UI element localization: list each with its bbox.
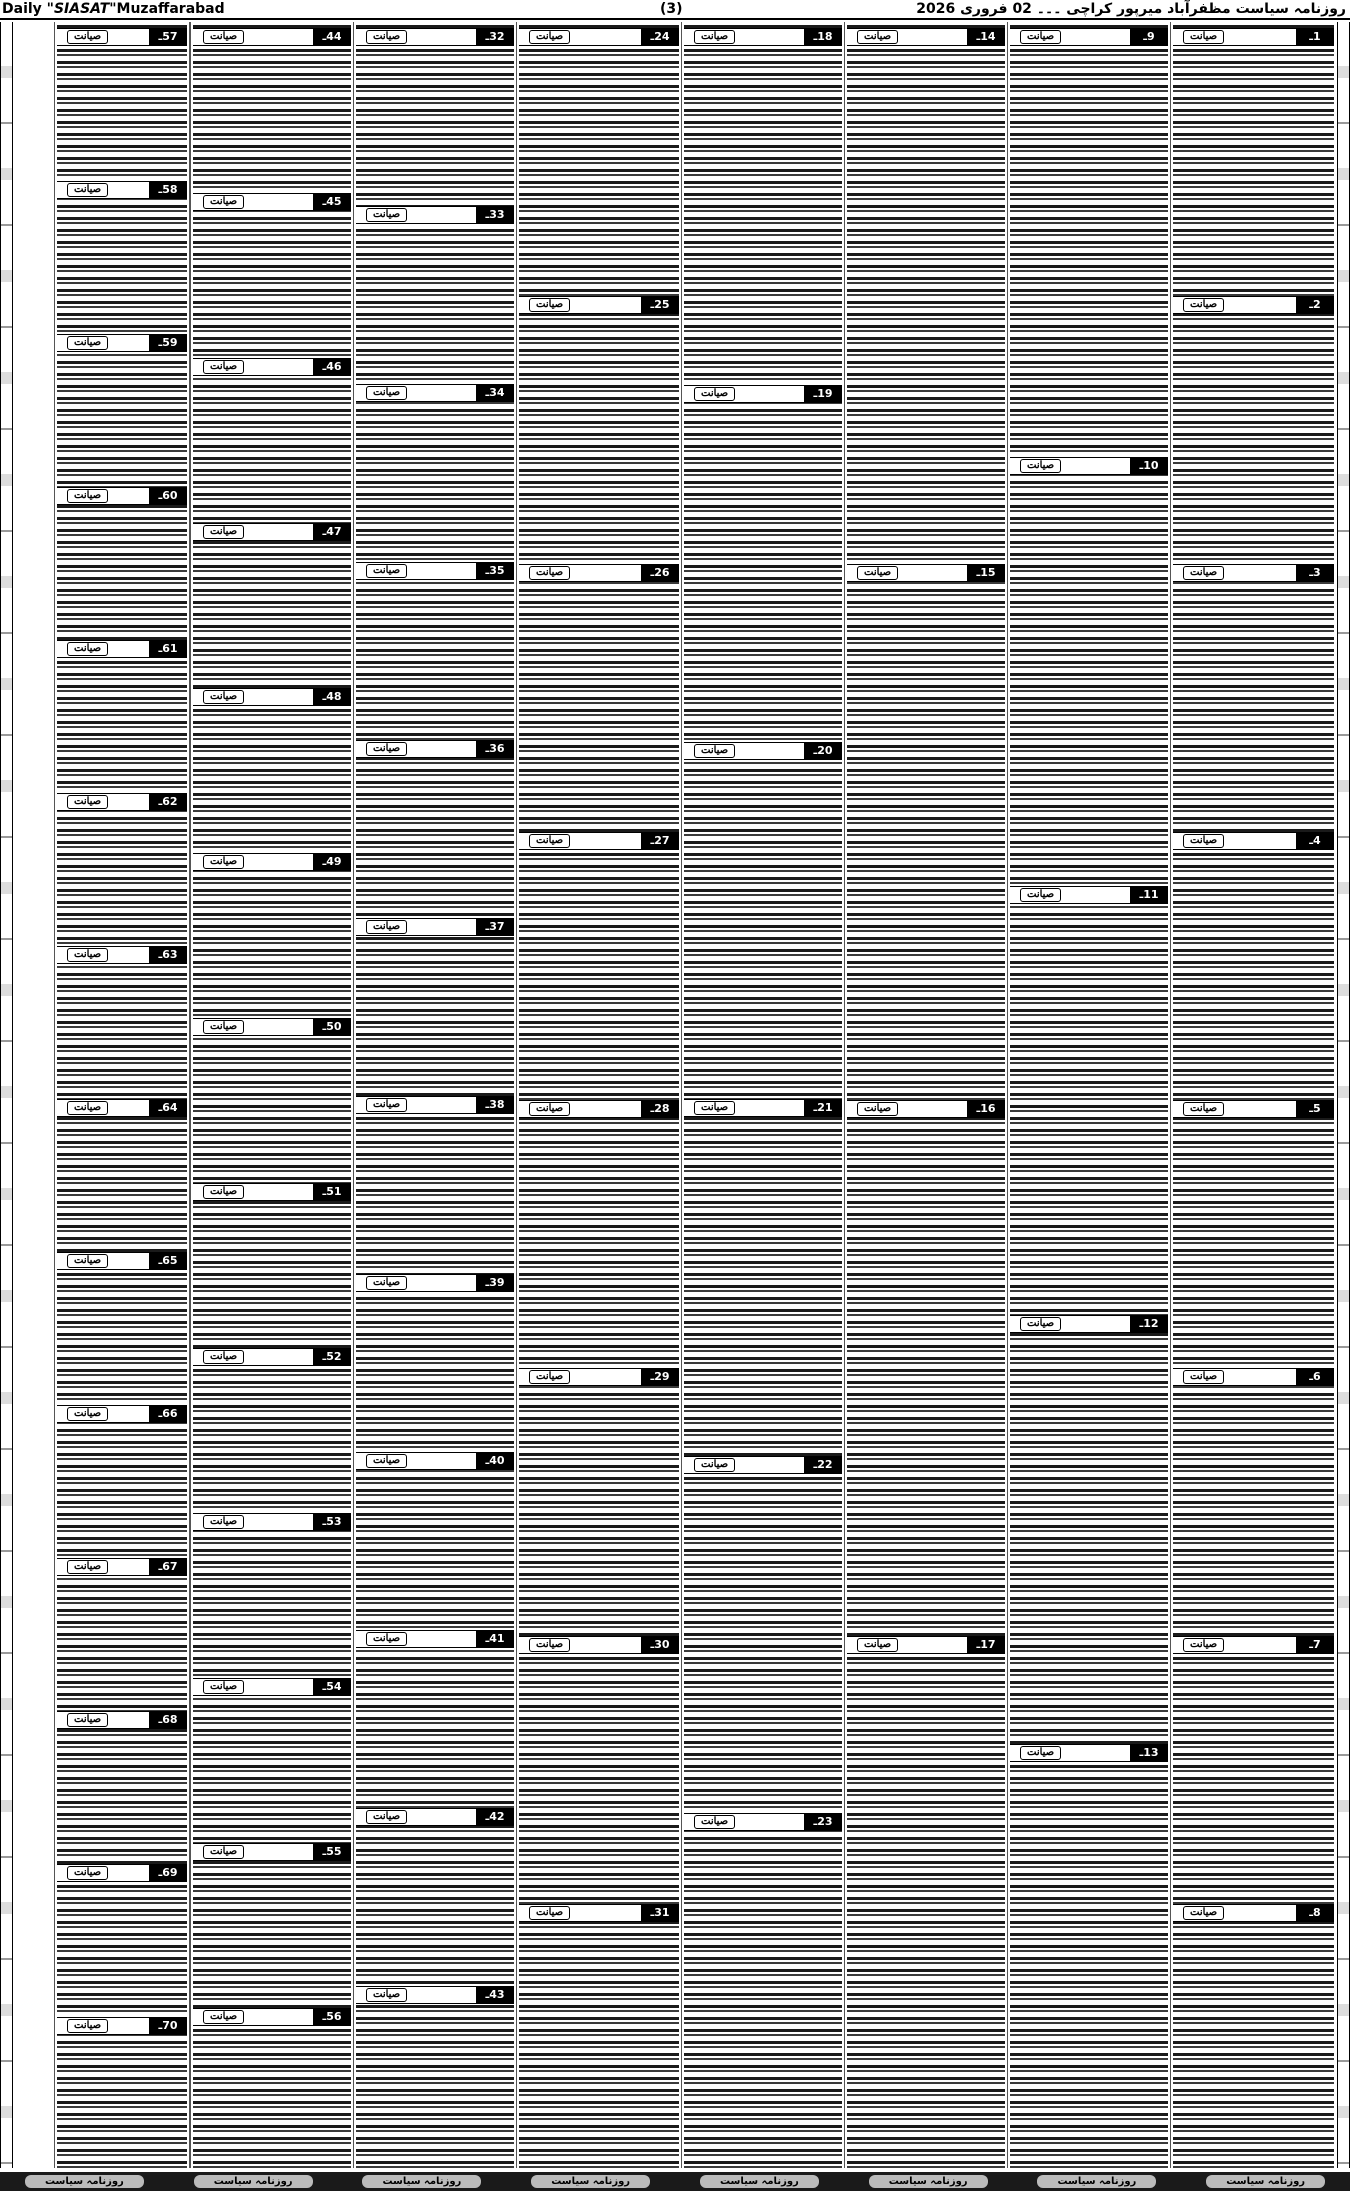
ad-text-block — [356, 1826, 514, 1986]
classified-ad-header — [1173, 832, 1334, 850]
ad-text-block — [519, 314, 679, 564]
ad-number: 2ـ — [1296, 297, 1334, 313]
classified-ad-header — [356, 1452, 514, 1470]
ad-text-block — [847, 582, 1005, 1100]
ad-number: 5ـ — [1296, 1101, 1334, 1117]
ad-label: صیانت — [694, 1815, 735, 1829]
ad-number: 32ـ — [476, 29, 514, 45]
ad-label: صیانت — [1020, 30, 1061, 44]
ad-label: صیانت — [1020, 459, 1061, 473]
ad-number: 4ـ — [1296, 833, 1334, 849]
column-8 — [54, 22, 190, 2168]
ad-label: صیانت — [1183, 834, 1224, 848]
ad-text-block — [193, 1366, 351, 1513]
column-5 — [516, 22, 681, 2168]
classified-ad-header — [1010, 28, 1168, 46]
classified-ad-header — [1173, 28, 1334, 46]
ad-text-block — [519, 1386, 679, 1636]
ad-label: صیانت — [694, 1101, 735, 1115]
ad-label: صیانت — [203, 1680, 244, 1694]
ad-text-block — [519, 582, 679, 832]
ad-text-block — [1173, 1386, 1334, 1636]
classified-ad-header — [847, 28, 1005, 46]
ad-label: صیانت — [203, 1185, 244, 1199]
ad-label: صیانت — [67, 1713, 108, 1727]
ad-number: 41ـ — [476, 1631, 514, 1647]
classified-ad-header — [193, 688, 351, 706]
classified-ad-header — [519, 832, 679, 850]
ad-text-block — [1010, 1333, 1168, 1744]
ad-text-block — [57, 1576, 187, 1711]
classified-ad-header — [57, 28, 187, 46]
ad-number: 57ـ — [149, 29, 187, 45]
classified-ad-header — [57, 1099, 187, 1117]
ad-text-block — [193, 871, 351, 1018]
classified-ad-header — [193, 1843, 351, 1861]
ad-text-block — [1010, 46, 1168, 457]
ad-label: صیانت — [67, 30, 108, 44]
classified-ad-header — [193, 523, 351, 541]
footer-stamp: روزنامہ سیاست — [194, 2175, 313, 2188]
classified-ad-header — [519, 28, 679, 46]
ad-label: صیانت — [67, 948, 108, 962]
ad-text-block — [1173, 850, 1334, 1100]
ad-number: 44ـ — [313, 29, 351, 45]
ad-label: صیانت — [1183, 1906, 1224, 1920]
classified-ad-header — [1010, 1315, 1168, 1333]
ad-number: 34ـ — [476, 385, 514, 401]
right-border-rail — [1337, 22, 1350, 2168]
ad-text-block — [1173, 1118, 1334, 1368]
classified-ad-header — [847, 564, 1005, 582]
ad-label: صیانت — [529, 834, 570, 848]
ad-number: 22ـ — [804, 1457, 842, 1473]
ad-number: 51ـ — [313, 1184, 351, 1200]
ad-number: 48ـ — [313, 689, 351, 705]
classified-ad-header — [356, 1630, 514, 1648]
ad-text-block — [847, 46, 1005, 564]
classified-ad-header — [57, 946, 187, 964]
ad-label: صیانت — [1183, 1102, 1224, 1116]
ad-label: صیانت — [67, 2019, 108, 2033]
ad-number: 6ـ — [1296, 1369, 1334, 1385]
ad-number: 16ـ — [967, 1101, 1005, 1117]
ad-text-block — [1173, 314, 1334, 564]
ad-number: 29ـ — [641, 1369, 679, 1385]
ad-number: 30ـ — [641, 1637, 679, 1653]
ad-number: 28ـ — [641, 1101, 679, 1117]
classified-ad-header — [356, 1274, 514, 1292]
classified-ad-header — [1010, 457, 1168, 475]
ad-number: 61ـ — [149, 641, 187, 657]
ad-label: صیانت — [694, 387, 735, 401]
classified-ad-header — [57, 2017, 187, 2035]
ad-text-block — [57, 1882, 187, 2017]
ad-label: صیانت — [366, 1988, 407, 2002]
brand: SIASAT — [53, 1, 110, 17]
ad-number: 59ـ — [149, 335, 187, 351]
ad-label: صیانت — [1183, 30, 1224, 44]
classified-ad-header — [684, 385, 842, 403]
ad-text-block — [193, 541, 351, 688]
ad-text-block — [1173, 1654, 1334, 1904]
ad-number: 24ـ — [641, 29, 679, 45]
ad-label: صیانت — [203, 2010, 244, 2024]
ad-text-block — [57, 1423, 187, 1558]
ad-text-block — [847, 1118, 1005, 1636]
classified-ad-header — [684, 742, 842, 760]
ad-number: 36ـ — [476, 741, 514, 757]
ad-number: 56ـ — [313, 2009, 351, 2025]
ad-label: صیانت — [67, 1101, 108, 1115]
ad-text-block — [193, 1861, 351, 2008]
classified-ad-header — [57, 1405, 187, 1423]
classified-ad-header — [57, 793, 187, 811]
urdu-title-date: روزنامہ سیاست مظفرآباد میرپور کراچی ۔۔۔ 02 فروری 2026 — [916, 1, 1346, 17]
ad-label: صیانت — [529, 1102, 570, 1116]
ad-text-block — [57, 964, 187, 1099]
newspaper-name: Daily "SIASAT"Muzaffarabad — [2, 1, 225, 17]
ad-label: صیانت — [366, 920, 407, 934]
classified-ad-header — [1173, 1904, 1334, 1922]
ad-number: 17ـ — [967, 1637, 1005, 1653]
ad-number: 60ـ — [149, 488, 187, 504]
ad-text-block — [193, 1036, 351, 1183]
classified-ad-header — [57, 1864, 187, 1882]
ad-label: صیانت — [203, 1845, 244, 1859]
ad-label: صیانت — [857, 566, 898, 580]
classified-ad-header — [1173, 1368, 1334, 1386]
classified-ad-header — [356, 918, 514, 936]
ad-label: صیانت — [67, 489, 108, 503]
ad-label: صیانت — [366, 386, 407, 400]
classified-ad-header — [193, 853, 351, 871]
ad-text-block — [356, 758, 514, 918]
classified-ad-header — [1010, 886, 1168, 904]
ad-text-block — [1010, 904, 1168, 1315]
ad-text-block — [1010, 475, 1168, 886]
column-4 — [681, 22, 844, 2168]
classified-ad-header — [356, 740, 514, 758]
column-3 — [844, 22, 1007, 2168]
column-2 — [1007, 22, 1170, 2168]
ad-label: صیانت — [1020, 1317, 1061, 1331]
classified-ad-header — [1173, 1100, 1334, 1118]
classified-ad-header — [193, 2008, 351, 2026]
ad-number: 12ـ — [1130, 1316, 1168, 1332]
footer-strip — [0, 2172, 1350, 2191]
ad-label: صیانت — [857, 1102, 898, 1116]
column-1 — [1170, 22, 1336, 2168]
ad-text-block — [684, 46, 842, 385]
ad-text-block — [519, 1654, 679, 1904]
ad-text-block — [356, 1648, 514, 1808]
footer-stamp: روزنامہ سیاست — [25, 2175, 144, 2188]
ad-number: 25ـ — [641, 297, 679, 313]
ad-number: 31ـ — [641, 1905, 679, 1921]
ad-number: 70ـ — [149, 2018, 187, 2034]
classified-ad-header — [193, 193, 351, 211]
classified-ad-header — [356, 562, 514, 580]
ad-text-block — [684, 1117, 842, 1456]
classified-ad-header — [193, 1183, 351, 1201]
ad-label: صیانت — [203, 690, 244, 704]
ad-number: 38ـ — [476, 1097, 514, 1113]
ad-label: صیانت — [1183, 566, 1224, 580]
ad-label: صیانت — [1020, 1746, 1061, 1760]
ad-number: 33ـ — [476, 207, 514, 223]
ad-text-block — [356, 402, 514, 562]
ad-number: 7ـ — [1296, 1637, 1334, 1653]
ad-text-block — [356, 224, 514, 384]
classified-ad-header — [1173, 296, 1334, 314]
footer-stamp: روزنامہ سیاست — [531, 2175, 650, 2188]
ad-label: صیانت — [366, 30, 407, 44]
ad-text-block — [57, 1270, 187, 1405]
ad-label: صیانت — [366, 564, 407, 578]
ad-label: صیانت — [203, 855, 244, 869]
ad-text-block — [57, 505, 187, 640]
ad-number: 55ـ — [313, 1844, 351, 1860]
ad-number: 68ـ — [149, 1712, 187, 1728]
ad-text-block — [57, 658, 187, 793]
classified-ad-header — [684, 1099, 842, 1117]
classified-ad-header — [57, 1558, 187, 1576]
classified-ad-header — [519, 296, 679, 314]
classified-columns — [14, 22, 1336, 2168]
ad-number: 19ـ — [804, 386, 842, 402]
ad-label: صیانت — [1183, 298, 1224, 312]
ad-number: 21ـ — [804, 1100, 842, 1116]
ad-number: 39ـ — [476, 1275, 514, 1291]
ad-number: 63ـ — [149, 947, 187, 963]
masthead — [0, 0, 1350, 20]
ad-text-block — [356, 1470, 514, 1630]
ad-label: صیانت — [203, 30, 244, 44]
ad-label: صیانت — [1183, 1370, 1224, 1384]
ad-number: 49ـ — [313, 854, 351, 870]
classified-ad-header — [684, 28, 842, 46]
ad-label: صیانت — [1183, 1638, 1224, 1652]
ad-text-block — [356, 580, 514, 740]
ad-number: 3ـ — [1296, 565, 1334, 581]
ad-text-block — [57, 46, 187, 181]
classified-ad-header — [356, 28, 514, 46]
ad-text-block — [57, 199, 187, 334]
ad-number: 18ـ — [804, 29, 842, 45]
ad-number: 23ـ — [804, 1814, 842, 1830]
classified-ad-header — [57, 640, 187, 658]
classified-ad-header — [193, 1678, 351, 1696]
classified-ad-header — [519, 1100, 679, 1118]
ad-text-block — [193, 706, 351, 853]
ad-label: صیانت — [366, 1632, 407, 1646]
ad-label: صیانت — [529, 1638, 570, 1652]
ad-text-block — [193, 1531, 351, 1678]
ad-label: صیانت — [366, 1098, 407, 1112]
classified-ad-header — [847, 1636, 1005, 1654]
ad-text-block — [57, 352, 187, 487]
ad-text-block — [1173, 582, 1334, 832]
ad-text-block — [193, 211, 351, 358]
ad-label: صیانت — [67, 1866, 108, 1880]
classified-ad-header — [847, 1100, 1005, 1118]
classified-ad-header — [684, 1456, 842, 1474]
ad-label: صیانت — [67, 1254, 108, 1268]
ad-label: صیانت — [366, 208, 407, 222]
ad-number: 13ـ — [1130, 1745, 1168, 1761]
ad-number: 52ـ — [313, 1349, 351, 1365]
ad-number: 40ـ — [476, 1453, 514, 1469]
ad-number: 8ـ — [1296, 1905, 1334, 1921]
ad-label: صیانت — [67, 642, 108, 656]
ad-number: 26ـ — [641, 565, 679, 581]
ad-label: صیانت — [857, 1638, 898, 1652]
column-6 — [353, 22, 516, 2168]
ad-number: 37ـ — [476, 919, 514, 935]
ad-number: 47ـ — [313, 524, 351, 540]
classified-ad-header — [1173, 1636, 1334, 1654]
ad-number: 65ـ — [149, 1253, 187, 1269]
ad-text-block — [519, 1118, 679, 1368]
ad-text-block — [684, 760, 842, 1099]
classified-ad-header — [193, 1513, 351, 1531]
ad-text-block — [193, 1201, 351, 1348]
classified-ad-header — [57, 181, 187, 199]
ad-number: 15ـ — [967, 565, 1005, 581]
ad-label: صیانت — [529, 1370, 570, 1384]
ad-number: 66ـ — [149, 1406, 187, 1422]
classified-ad-header — [1173, 564, 1334, 582]
ad-label: صیانت — [67, 336, 108, 350]
classified-ad-header — [356, 384, 514, 402]
classified-ad-header — [1010, 1744, 1168, 1762]
ad-number: 43ـ — [476, 1987, 514, 2003]
ad-text-block — [356, 46, 514, 206]
ad-number: 20ـ — [804, 743, 842, 759]
ad-label: صیانت — [529, 566, 570, 580]
ad-label: صیانت — [67, 1560, 108, 1574]
ad-text-block — [193, 1696, 351, 1843]
column-7 — [190, 22, 353, 2168]
ad-label: صیانت — [857, 30, 898, 44]
classified-ad-header — [519, 1368, 679, 1386]
ad-number: 11ـ — [1130, 887, 1168, 903]
ad-text-block — [57, 811, 187, 946]
classified-ad-header — [356, 1808, 514, 1826]
ad-number: 27ـ — [641, 833, 679, 849]
classified-ad-header — [684, 1813, 842, 1831]
ad-number: 53ـ — [313, 1514, 351, 1530]
ad-label: صیانت — [67, 795, 108, 809]
ad-number: 54ـ — [313, 1679, 351, 1695]
footer-stamp: روزنامہ سیاست — [869, 2175, 988, 2188]
classified-ad-header — [356, 1986, 514, 2004]
footer-stamp: روزنامہ سیاست — [362, 2175, 481, 2188]
classified-ad-header — [519, 564, 679, 582]
ad-number: 1ـ — [1296, 29, 1334, 45]
ad-label: صیانت — [529, 30, 570, 44]
ad-number: 9ـ — [1130, 29, 1168, 45]
classified-ad-header — [356, 206, 514, 224]
ad-label: صیانت — [67, 1407, 108, 1421]
classified-ad-header — [519, 1636, 679, 1654]
ad-number: 46ـ — [313, 359, 351, 375]
ad-number: 42ـ — [476, 1809, 514, 1825]
ad-label: صیانت — [203, 360, 244, 374]
ad-text-block — [356, 1114, 514, 1274]
ad-label: صیانت — [203, 195, 244, 209]
ad-number: 10ـ — [1130, 458, 1168, 474]
ad-label: صیانت — [694, 744, 735, 758]
ad-text-block — [1173, 46, 1334, 296]
ad-text-block — [356, 1292, 514, 1452]
ad-label: صیانت — [366, 1276, 407, 1290]
classified-ad-header — [193, 1018, 351, 1036]
ad-number: 69ـ — [149, 1865, 187, 1881]
ad-text-block — [193, 46, 351, 193]
footer-stamp: روزنامہ سیاست — [1206, 2175, 1325, 2188]
ad-number: 58ـ — [149, 182, 187, 198]
left-border-rail — [0, 22, 13, 2168]
ad-number: 64ـ — [149, 1100, 187, 1116]
ad-text-block — [519, 850, 679, 1100]
ad-number: 67ـ — [149, 1559, 187, 1575]
classified-ad-header — [57, 334, 187, 352]
classified-ad-header — [57, 1711, 187, 1729]
ad-number: 35ـ — [476, 563, 514, 579]
ad-number: 62ـ — [149, 794, 187, 810]
ad-label: صیانت — [694, 30, 735, 44]
ad-number: 50ـ — [313, 1019, 351, 1035]
footer-stamp: روزنامہ سیاست — [700, 2175, 819, 2188]
ad-text-block — [519, 46, 679, 296]
footer-stamp: روزنامہ سیاست — [1037, 2175, 1156, 2188]
ad-label: صیانت — [67, 183, 108, 197]
ad-label: صیانت — [366, 1810, 407, 1824]
ad-number: 45ـ — [313, 194, 351, 210]
ad-text-block — [57, 1729, 187, 1864]
classified-ad-header — [356, 1096, 514, 1114]
ad-text-block — [193, 376, 351, 523]
classified-ad-header — [193, 1348, 351, 1366]
ad-label: صیانت — [366, 1454, 407, 1468]
page-number: (3) — [660, 1, 683, 17]
ad-text-block — [684, 1474, 842, 1813]
ad-label: صیانت — [1020, 888, 1061, 902]
ad-label: صیانت — [694, 1458, 735, 1472]
ad-label: صیانت — [366, 742, 407, 756]
ad-text-block — [356, 936, 514, 1096]
ad-text-block — [57, 1117, 187, 1252]
ad-label: صیانت — [529, 1906, 570, 1920]
classified-ad-header — [57, 487, 187, 505]
ad-text-block — [684, 403, 842, 742]
ad-label: صیانت — [529, 298, 570, 312]
classified-ad-header — [193, 28, 351, 46]
ad-label: صیانت — [203, 1515, 244, 1529]
ad-label: صیانت — [203, 1020, 244, 1034]
classified-ad-header — [193, 358, 351, 376]
ad-number: 14ـ — [967, 29, 1005, 45]
classified-ad-header — [519, 1904, 679, 1922]
classified-ad-header — [57, 1252, 187, 1270]
ad-label: صیانت — [203, 1350, 244, 1364]
ad-label: صیانت — [203, 525, 244, 539]
